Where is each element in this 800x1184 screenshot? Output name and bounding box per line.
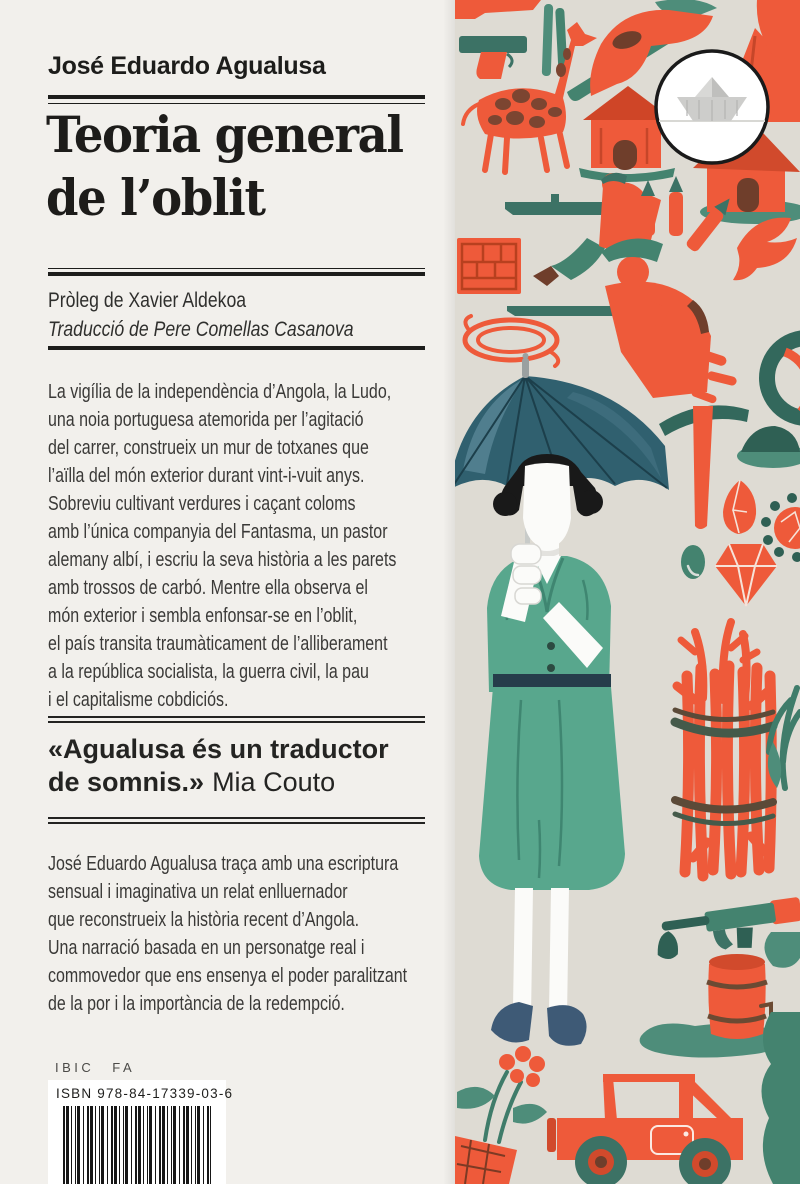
- synopsis: [48, 378, 396, 714]
- synopsis-line: Sobreviu cultivant verdures i caçant coloms: [48, 492, 356, 515]
- title-line-1: Teoria general: [46, 105, 403, 164]
- angola-illustration: [455, 0, 800, 1184]
- synopsis-line: i el capitalisme cobdiciós.: [48, 688, 229, 711]
- title-line-2: de l’oblit: [46, 168, 265, 227]
- quote-attribution: Mia Couto: [212, 767, 336, 797]
- book-title: [46, 103, 403, 229]
- synopsis-line: amb trossos de carbó. Mentre ella observa el: [48, 576, 368, 599]
- barcode: [63, 1106, 211, 1184]
- divider-single: [48, 346, 425, 350]
- synopsis-line: del carrer, construeix un mur de totxanes que: [48, 436, 369, 459]
- synopsis-line: a la república socialista, la guerra civil, la pau: [48, 660, 369, 683]
- synopsis-line: el país transita traumàticament de l’alliberament: [48, 632, 388, 655]
- divider-double-thin: [48, 817, 425, 824]
- synopsis-line: La vigília de la independència d’Angola, la Ludo,: [48, 380, 392, 403]
- synopsis-line: alemany albí, i escriu la seva història a les parets: [48, 548, 397, 571]
- ibic-code: FA: [112, 1060, 136, 1075]
- review-line: José Eduardo Agualusa traça amb una escriptura: [48, 852, 399, 875]
- isbn-block: [48, 1080, 234, 1184]
- synopsis-line: una noia portuguesa atemorida per l’agitació: [48, 408, 364, 431]
- paper-boat-logo: [656, 51, 768, 163]
- credits-block: [48, 286, 354, 344]
- review-line: de la por i la importància de la redempció.: [48, 992, 345, 1015]
- ibic-label: IBIC: [55, 1060, 95, 1075]
- review-line: commovedor que ens ensenya el poder paralitzant: [48, 964, 408, 987]
- firewood-bundle-icon: [675, 666, 773, 876]
- synopsis-line: món exterior i sembla enfonsar-se en l’oblit,: [48, 604, 358, 627]
- ibic-classification: [55, 1060, 153, 1075]
- review-quote: [48, 733, 389, 799]
- quote-text: de somnis.»: [48, 767, 205, 797]
- illustration-panel: [455, 0, 800, 1184]
- review-line: Una narració basada en un personatge real i: [48, 936, 365, 959]
- divider-thin-thick: [48, 268, 425, 276]
- translation-credit: Traducció de Pere Comellas Casanova: [48, 318, 354, 341]
- synopsis-line: l’aïlla del món exterior durant vint-i-vuit anys.: [48, 464, 365, 487]
- synopsis-line: amb l’única companyia del Fantasma, un pastor: [48, 520, 388, 543]
- divider-double-thin: [48, 716, 425, 723]
- review-line: sensual i imaginativa un relat enlluernador: [48, 880, 348, 903]
- ammo-crate-icon: [457, 238, 521, 294]
- author-name: José Eduardo Agualusa: [48, 52, 326, 80]
- review-line: que reconstrueix la història recent d’Angola.: [48, 908, 360, 931]
- quote-line-1: «Agualusa és un traductor: [48, 734, 389, 764]
- prologue-credit: Pròleg de Xavier Aldekoa: [48, 289, 247, 312]
- quote-line-2: [48, 766, 389, 799]
- isbn-number: ISBN 978-84-17339-03-6: [56, 1086, 234, 1101]
- pebble-icon: [681, 545, 705, 579]
- review-paragraph: [48, 850, 407, 1018]
